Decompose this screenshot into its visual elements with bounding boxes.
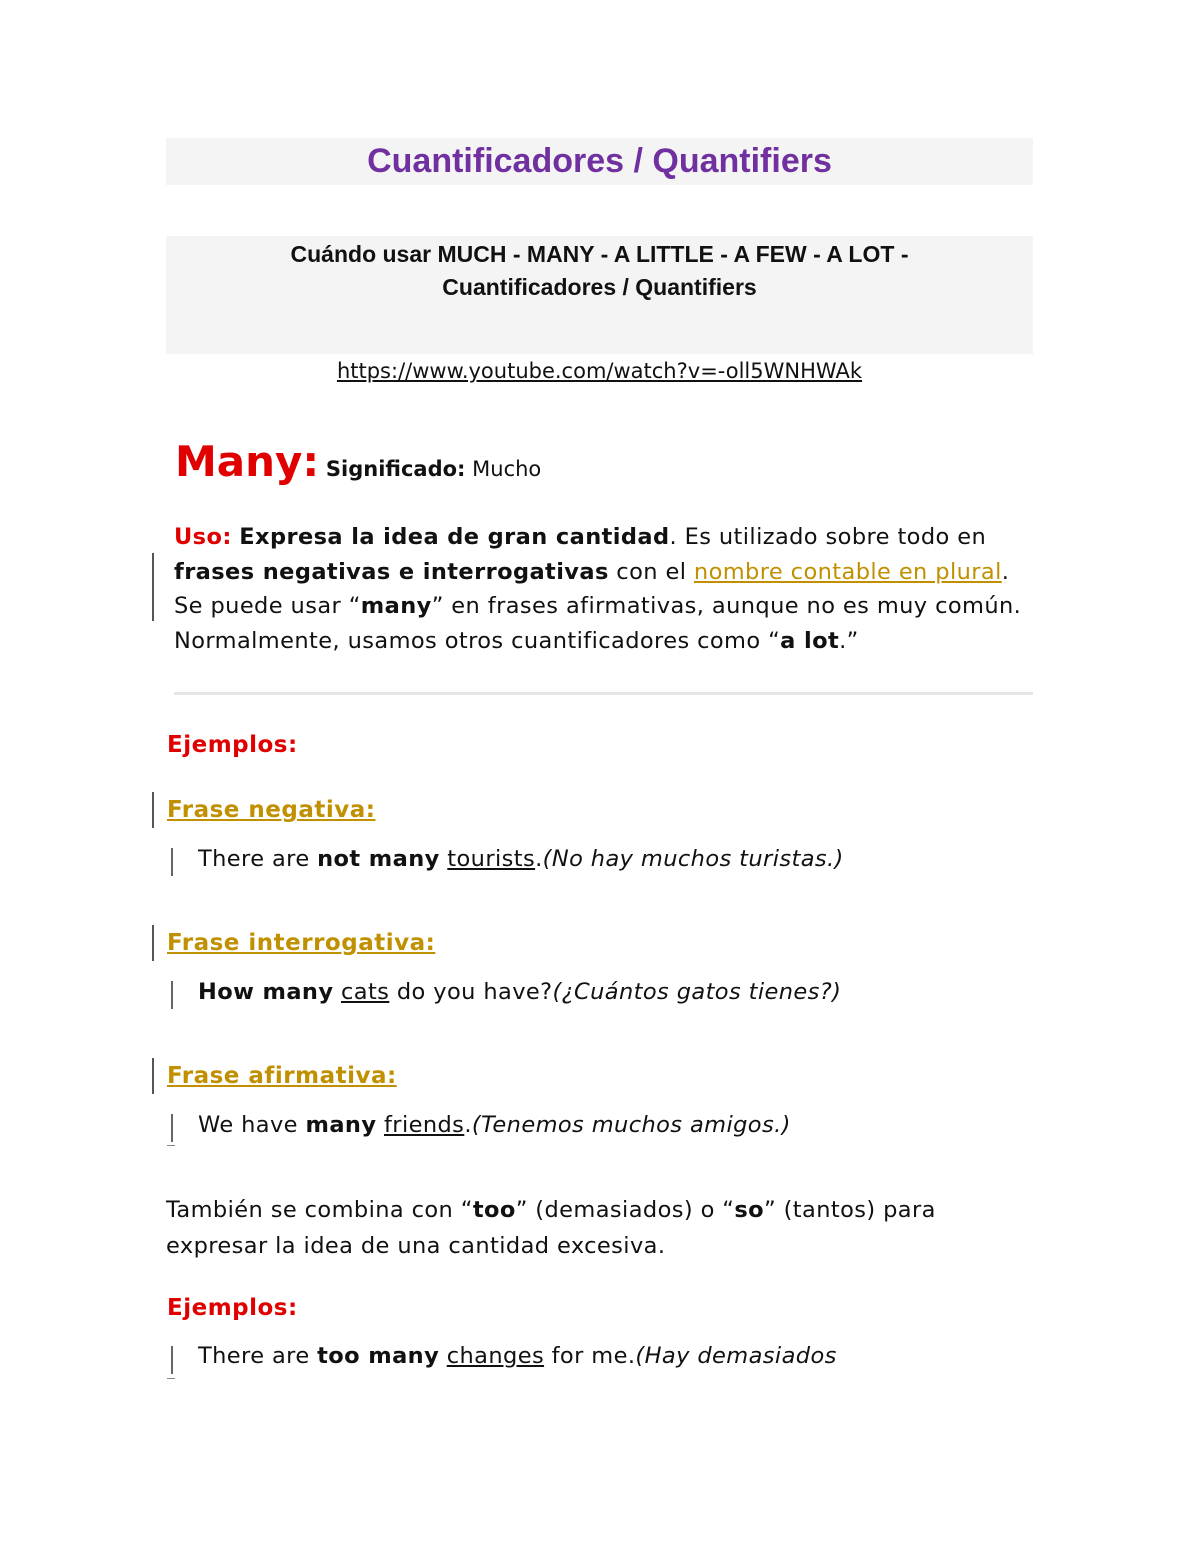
example-bar <box>171 981 173 1009</box>
ex-text: . <box>535 846 543 872</box>
example-tick <box>167 1145 175 1146</box>
ex-bold: many <box>305 1112 377 1138</box>
negative-heading: Frase negativa: <box>167 797 376 823</box>
ex-underlined: changes <box>446 1343 545 1369</box>
ex-text: There are <box>198 846 318 872</box>
too-many-example <box>198 1343 837 1369</box>
ex-bold: How many <box>198 979 334 1005</box>
ex-translation: (Tenemos muchos amigos.) <box>471 1112 791 1138</box>
ex-text: . <box>464 1112 472 1138</box>
combination-paragraph <box>166 1193 1036 1264</box>
ex-underlined: cats <box>340 979 390 1005</box>
example-bar <box>171 1346 173 1374</box>
meaning-value: Mucho <box>472 457 542 481</box>
interrogative-heading: Frase interrogativa: <box>167 930 436 956</box>
meaning-label: Significado: <box>325 457 466 481</box>
ex-bold: too many <box>317 1343 440 1369</box>
ex-text: for me. <box>544 1343 636 1369</box>
comb-text: ” (tantos) para expresar la idea de una cantidad excesiva. <box>166 1197 936 1259</box>
uso-paragraph <box>174 520 1044 658</box>
uso-text-2: con el <box>608 558 694 585</box>
many-heading <box>175 432 541 499</box>
divider <box>174 692 1033 695</box>
ex-text <box>376 1112 384 1138</box>
countable-noun-link[interactable]: nombre contable en plural <box>693 558 1002 585</box>
uso-bold-3: many <box>360 593 432 620</box>
uso-text-1: . Es utilizado sobre todo en <box>669 524 987 550</box>
ex-underlined: tourists <box>447 846 536 872</box>
ex-underlined: friends <box>383 1112 465 1138</box>
uso-bold-4: a lot <box>780 627 840 654</box>
revision-bar <box>152 792 154 828</box>
ex-text: We have <box>198 1112 306 1138</box>
many-word: Many: <box>175 437 320 486</box>
interrogative-example <box>198 979 841 1005</box>
affirmative-example <box>198 1112 791 1138</box>
comb-text: ” (demasiados) o “ <box>515 1197 735 1223</box>
ex-bold: not many <box>317 846 440 872</box>
uso-bold-1: Expresa la idea de gran cantidad <box>239 524 670 550</box>
document-subtitle <box>166 238 1033 304</box>
ex-text <box>439 1343 447 1369</box>
example-bar <box>171 848 173 876</box>
video-link[interactable]: https://www.youtube.com/watch?v=-oll5WNHWAk <box>336 359 863 383</box>
subtitle-line-2: Cuantificadores / Quantifiers <box>442 274 757 300</box>
uso-text-3: . Se puede usar “ <box>174 558 1010 620</box>
uso-label: Uso: <box>174 524 232 550</box>
document-title: Cuantificadores / Quantifiers <box>367 142 832 180</box>
ex-text <box>333 979 341 1005</box>
negative-example <box>198 846 844 872</box>
affirmative-heading: Frase afirmativa: <box>167 1063 397 1089</box>
examples-heading-2: Ejemplos: <box>167 1295 298 1321</box>
ex-translation: (No hay muchos turistas.) <box>542 846 844 872</box>
ex-translation: (Hay demasiados <box>635 1343 837 1369</box>
subtitle-band <box>166 236 1033 354</box>
ex-translation: (¿Cuántos gatos tienes?) <box>552 979 842 1005</box>
comb-bold: too <box>472 1197 516 1223</box>
revision-bar <box>152 553 154 621</box>
subtitle-line-1: Cuándo usar MUCH - MANY - A LITTLE - A FEW - A LOT - <box>290 241 909 267</box>
examples-heading: Ejemplos: <box>167 732 298 758</box>
ex-text: do you have? <box>389 979 553 1005</box>
ex-text: There are <box>198 1343 318 1369</box>
example-bar <box>171 1114 173 1142</box>
revision-bar <box>152 1058 154 1094</box>
example-tick <box>167 1378 175 1379</box>
title-band <box>166 138 1033 185</box>
uso-text-4: ” en frases afirmativas, aunque no es muy común. Normalmente, usamos otros cuantificadores como “ <box>174 593 1022 654</box>
uso-bold-2: frases negativas e interrogativas <box>174 558 609 585</box>
revision-bar <box>152 925 154 961</box>
comb-bold: so <box>734 1197 765 1223</box>
uso-text-5: .” <box>839 627 859 654</box>
comb-text: También se combina con “ <box>166 1197 473 1223</box>
